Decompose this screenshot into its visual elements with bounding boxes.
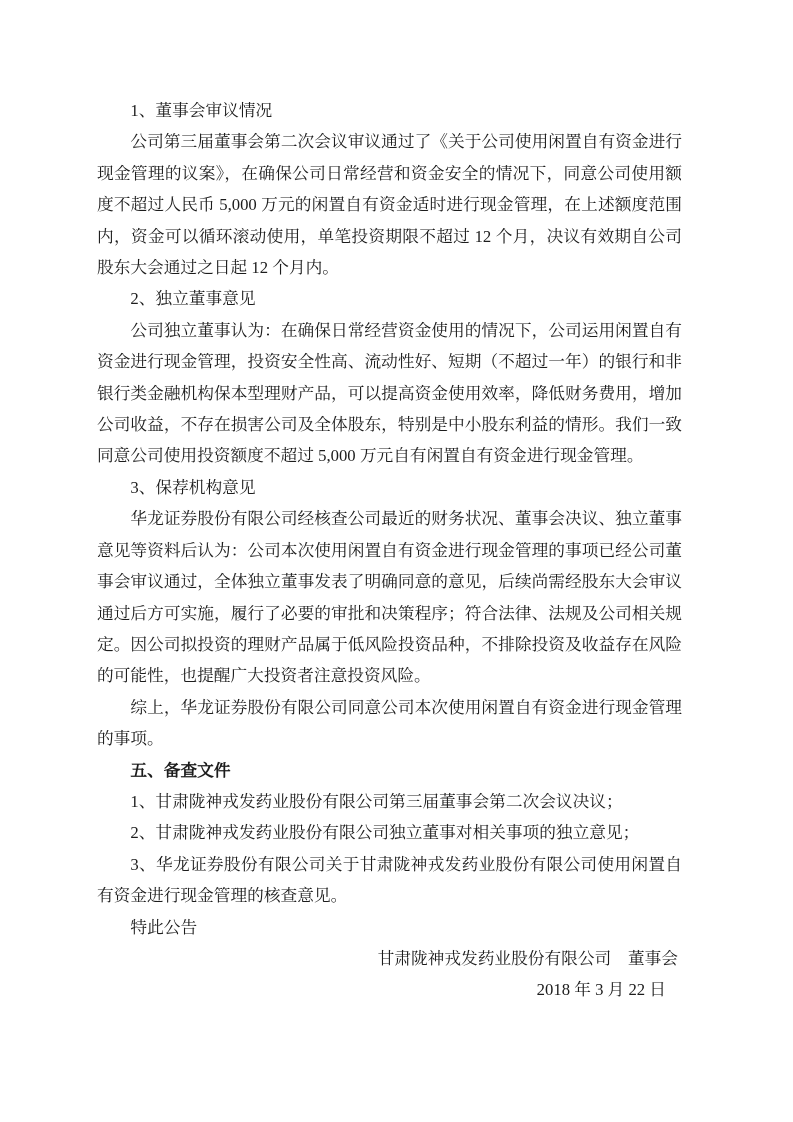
section-heading-reference-documents: 五、备查文件 [130,760,231,780]
reference-document-item-2: 2、甘肃陇神戎发药业股份有限公司独立董事对相关事项的独立意见； [130,823,640,843]
paragraph-board-review: 公司第三届董事会第二次会议审议通过了《关于公司使用闲置自有资金进行现金管理的议案》，在确保公司日常经营和资金安全的情况下，同意公司使用额度不超过人民币 5,000 万元的闲置自有资金适时进行现金管理，在上述额度范围内，资金可以循环滚动使用，单笔投资期限不超过 12 个月，决议有效期自公司股东大会通过之日起 12 个月内。 [97,132,682,278]
reference-document-item-3: 3、华龙证券股份有限公司关于甘肃陇神戎发药业股份有限公司使用闲置自有资金进行现金管理的核查意见。 [97,854,682,906]
section-heading-independent-directors-opinion: 2、独立董事意见 [130,289,256,309]
section-heading-board-review: 1、董事会审议情况 [130,101,273,120]
paragraph-sponsor-opinion: 华龙证券股份有限公司经核查公司最近的财务状况、董事会决议、独立董事意见等资料后认为：公司本次使用闲置自有资金进行现金管理的事项已经公司董事会审议通过，全体独立董事发表了明确同意的意见，后续尚需经股东大会审议通过后方可实施，履行了必要的审批和决策程序；符合法律、法规及公司相关规定。因公司拟投资的理财产品属于低风险投资品种，不排除投资及收益存在风险的可能性，也提醒广大投资者注意投资风险。 [97,509,682,686]
document-content [97,95,682,1006]
reference-document-item-1: 1、甘肃陇神戎发药业股份有限公司第三届董事会第二次会议决议； [130,791,623,811]
section-heading-sponsor-opinion: 3、保荐机构意见 [130,477,256,497]
paragraph-conclusion: 综上，华龙证券股份有限公司同意公司本次使用闲置自有资金进行现金管理的事项。 [97,697,682,749]
closing-announcement: 特此公告 [130,917,198,937]
signature-date: 2018 年 3 月 22 日 [536,980,666,1000]
signature-company-board: 甘肃陇神戎发药业股份有限公司 董事会 [377,948,678,968]
paragraph-independent-directors-opinion: 公司独立董事认为：在确保日常经营资金使用的情况下，公司运用闲置自有资金进行现金管理，投资安全性高、流动性好、短期（不超过一年）的银行和非银行类金融机构保本型理财产品，可以提高资金使用效率，降低财务费用，增加公司收益，不存在损害公司及全体股东，特别是中小股东利益的情形。我们一致同意公司使用投资额度不超过 5,000 万元自有闲置自有资金进行现金管理。 [97,320,682,466]
